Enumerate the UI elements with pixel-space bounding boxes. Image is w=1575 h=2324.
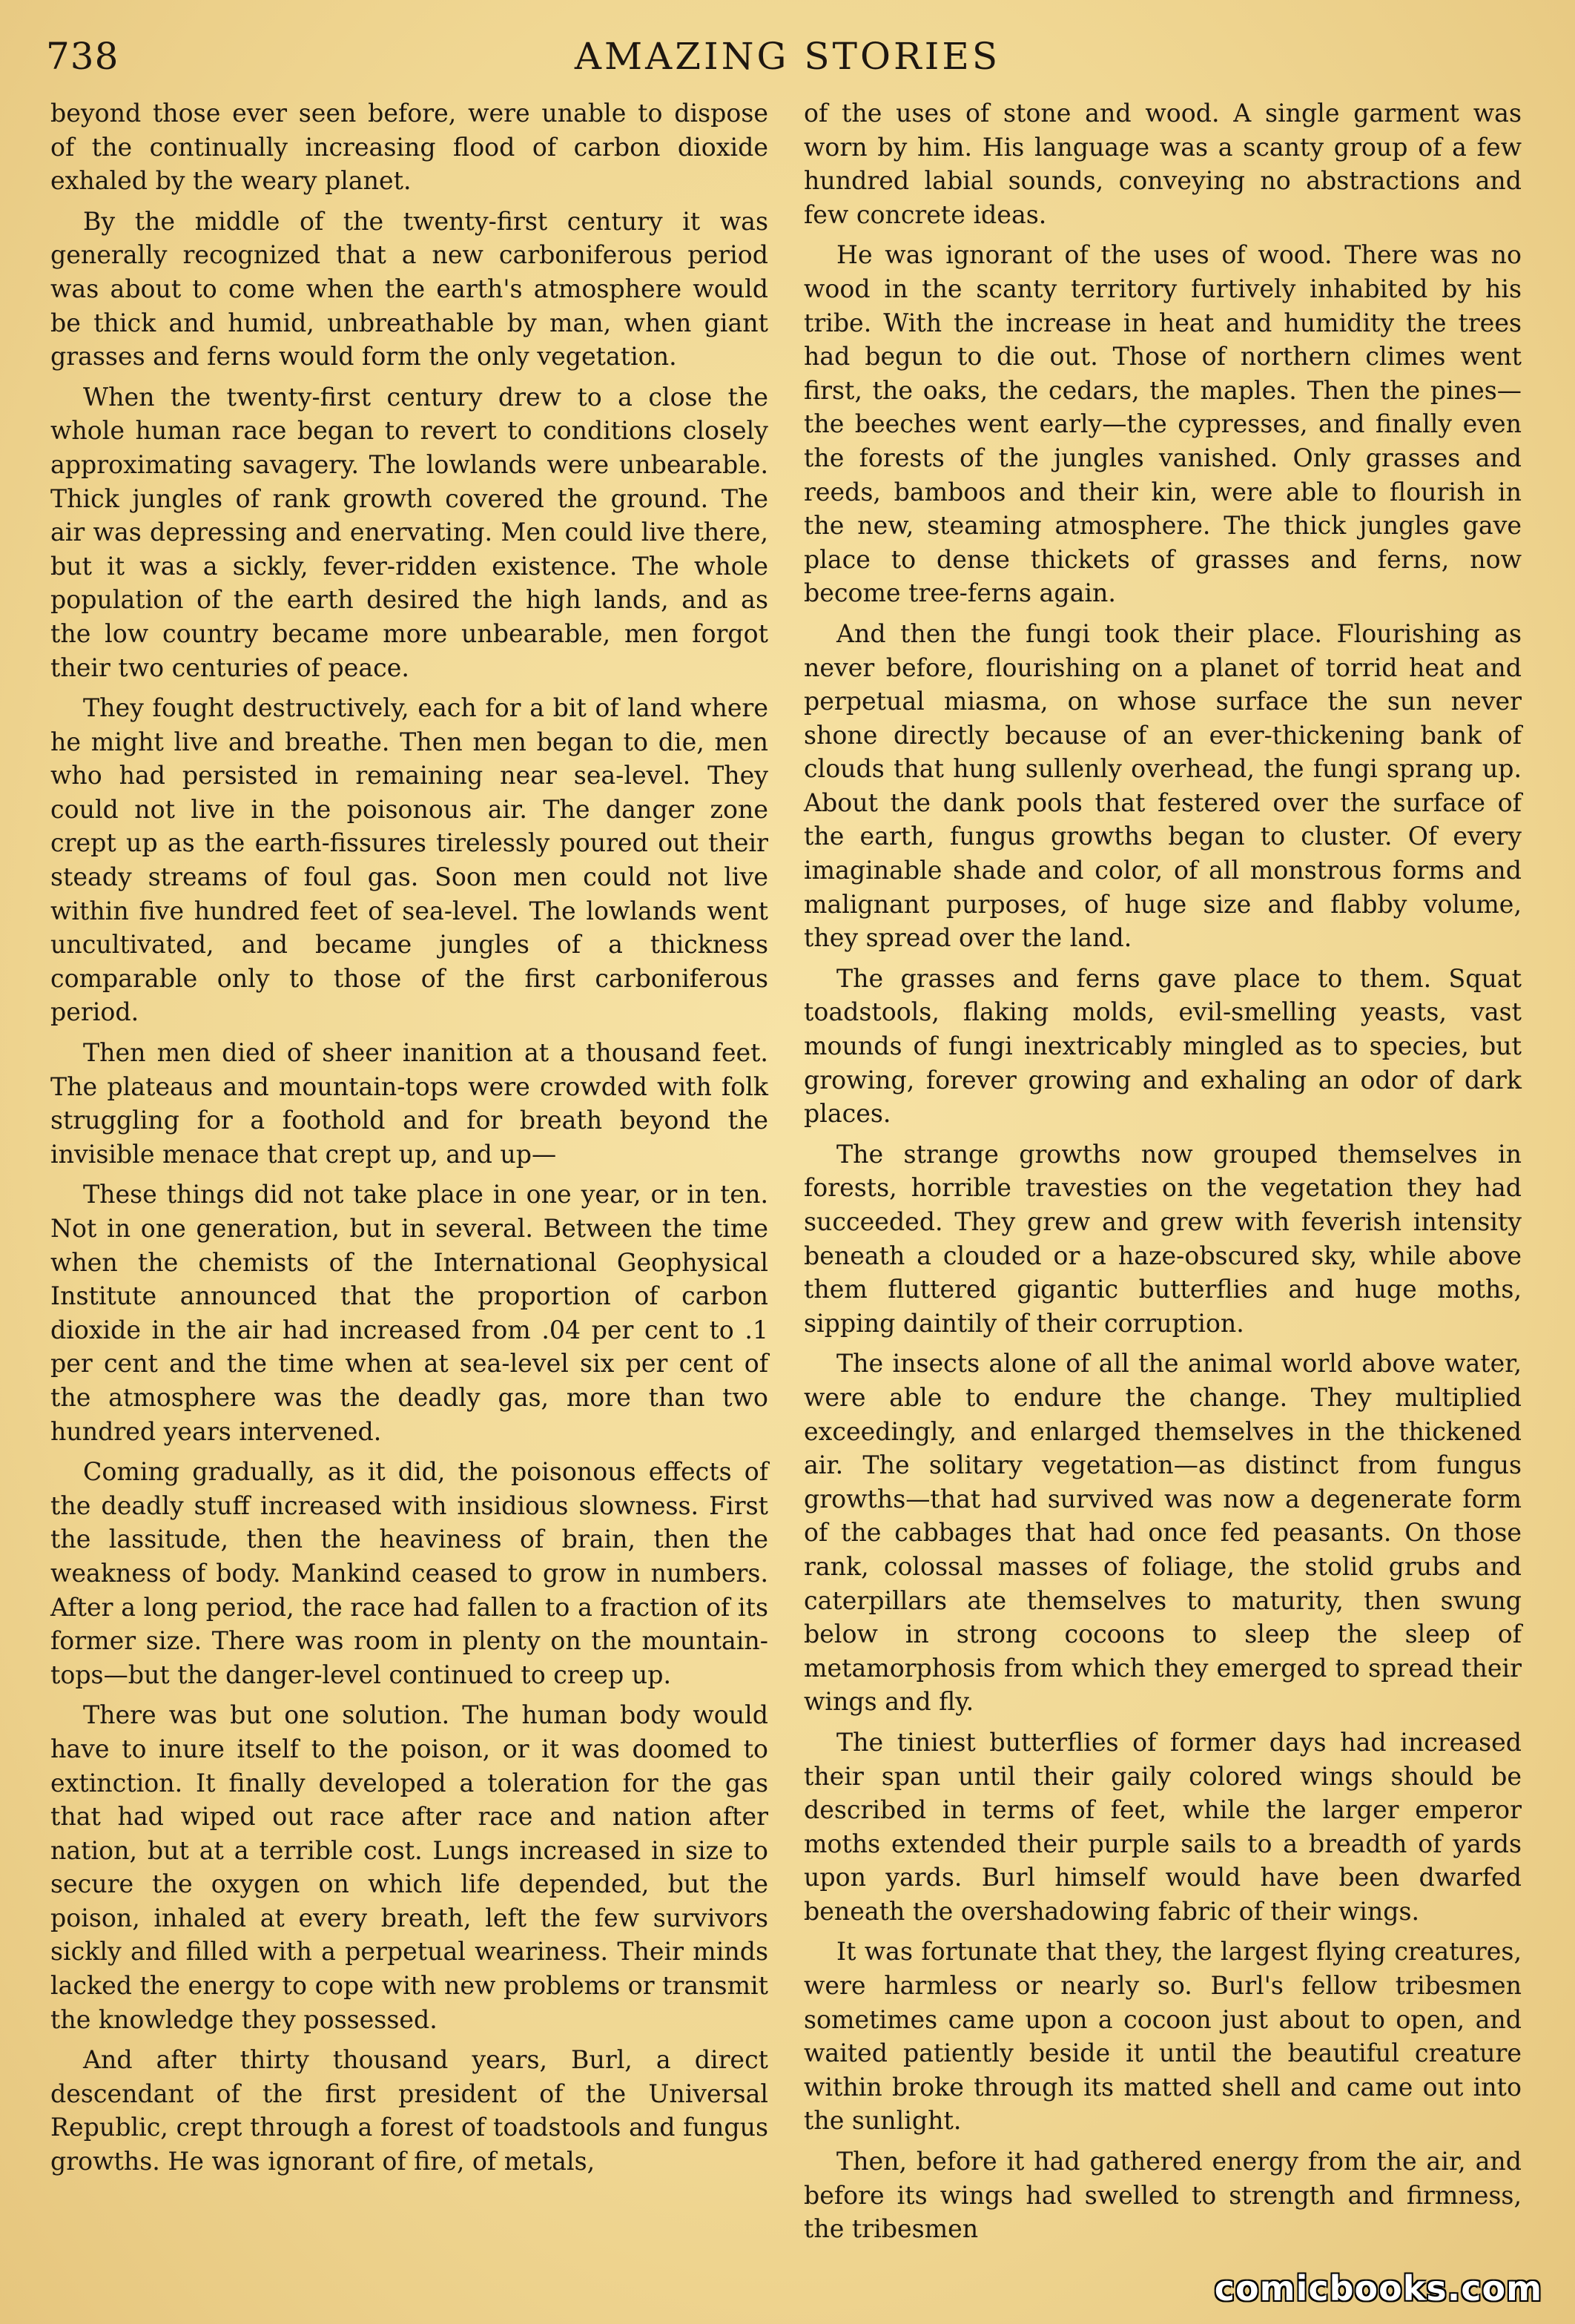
paragraph: The strange growths now grouped themselves in forests, horrible travesties on the vegetation they had succeeded. They grew and grew with feverish intensity beneath a clouded or a haze-obscured sky, while above them fluttered gigantic butterflies and huge moths, sipping daintily of their corruption.: [804, 1139, 1522, 1338]
paragraph: Then men died of sheer inanition at a thousand feet. The plateaus and mountain-tops were crowded with folk struggling for a foothold and for breath beyond the invisible menace that crept up, and up—: [50, 1038, 768, 1169]
paragraph: of the uses of stone and wood. A single garment was worn by him. His language was a scanty group of a few hundred labial sounds, conveying no abstractions and few concrete ideas.: [804, 99, 1522, 229]
running-title: AMAZING STORIES: [574, 35, 1001, 78]
page-header: [0, 34, 1575, 86]
paragraph: There was but one solution. The human body would have to inure itself to the poison, or it was doomed to extinction. It finally developed a toleration for the gas that had wiped out race after race and nation after nation, but at a terrible cost. Lungs increased in size to secure the oxygen on which life depended, but the poison, inhaled at every breath, left the few survivors sickly and filled with a perpetual weariness. Their minds lacked the energy to cope with new problems or transmit the knowledge they possessed.: [50, 1700, 768, 2034]
paragraph: The grasses and ferns gave place to them. Squat toadstools, flaking molds, evil-smelling yeasts, vast mounds of fungi inextricably mingled as to species, but growing, forever growing and exhaling an odor of dark places.: [804, 963, 1522, 1129]
left-column: [50, 96, 768, 2185]
paragraph: When the twenty-first century drew to a close the whole human race began to revert to conditions closely approximating savagery. The lowlands were unbearable. Thick jungles of rank growth covered the ground. The air was depressing and enervating. Men could live there, but it was a sickly, fever-ridden existence. The whole population of the earth desired the high lands, and as the low country became more unbearable, men forgot their two centuries of peace.: [50, 382, 768, 682]
paragraph: It was fortunate that they, the largest flying creatures, were harmless or nearly so. Burl's fellow tribesmen sometimes came upon a cocoon just about to open, and waited patiently beside it until the beautiful creature within broke through its matted shell and came out into the sunlight.: [804, 1937, 1522, 2136]
paragraph: Then, before it had gathered energy from the air, and before its wings had swelled to strength and firmness, the tribesmen: [804, 2147, 1522, 2244]
watermark: comicbooks.com: [1214, 2268, 1542, 2308]
paragraph: beyond those ever seen before, were unable to dispose of the continually increasing flood of carbon dioxide exhaled by the weary planet.: [50, 99, 768, 196]
paragraph: And then the fungi took their place. Flourishing as never before, flourishing on a planet of torrid heat and perpetual miasma, on whose surface the sun never shone directly because of an ever-thickening bank of clouds that hung sullenly overhead, the fungi sprang up. About the dank pools that festered over the surface of the earth, fungus growths began to cluster. Of every imaginable shade and color, of all monstrous forms and malignant purposes, of huge size and flabby volume, they spread over the land.: [804, 618, 1522, 953]
paragraph: These things did not take place in one year, or in ten. Not in one generation, but in several. Between the time when the chemists of the International Geophysical Institute announced that the proportion of carbon dioxide in the air had increased from .04 per cent to .1 per cent and the time when at sea-level six per cent of the atmosphere was the deadly gas, more than two hundred years intervened.: [50, 1180, 768, 1446]
paragraph: And after thirty thousand years, Burl, a direct descendant of the first president of the Universal Republic, crept through a forest of toadstools and fungus growths. He was ignorant of fire, of metals,: [50, 2045, 768, 2176]
paragraph: He was ignorant of the uses of wood. There was no wood in the scanty territory furtively inhabited by his tribe. With the increase in heat and humidity the trees had begun to die out. Those of northern climes went first, the oaks, the cedars, the maples. Then the pines—the beeches went early—the cypresses, and finally even the forests of the jungles vanished. Only grasses and reeds, bamboos and their kin, were able to flourish in the new, steaming atmosphere. The thick jungles gave place to dense thickets of grasses and ferns, now become tree-ferns again.: [804, 240, 1522, 608]
page-number: 738: [46, 35, 119, 78]
paragraph: The tiniest butterflies of former days had increased their span until their gaily colored wings should be described in terms of feet, while the larger emperor moths extended their purple sails to a breadth of yards upon yards. Burl himself would have been dwarfed beneath the overshadowing fabric of their wings.: [804, 1727, 1522, 1926]
paragraph: The insects alone of all the animal world above water, were able to endure the change. They multiplied exceedingly, and enlarged themselves in the thickened air. The solitary vegetation—as distinct from fungus growths—that had survived was now a degenerate form of the cabbages that had once fed peasants. On those rank, colossal masses of foliage, the stolid grubs and caterpillars ate themselves to maturity, then swung below in strong cocoons to sleep the sleep of metamorphosis from which they emerged to spread their wings and fly.: [804, 1349, 1522, 1717]
paragraph: They fought destructively, each for a bit of land where he might live and breathe. Then men began to die, men who had persisted in remaining near sea-level. They could not live in the poisonous air. The danger zone crept up as the earth-fissures tirelessly poured out their steady streams of foul gas. Soon men could not live within five hundred feet of sea-level. The lowlands went uncultivated, and became jungles of a thickness comparable only to those of the first carboniferous period.: [50, 693, 768, 1027]
right-column: [804, 96, 1522, 2253]
paragraph: Coming gradually, as it did, the poisonous effects of the deadly stuff increased with insidious slowness. First the lassitude, then the heaviness of brain, then the weakness of body. Mankind ceased to grow in numbers. After a long period, the race had fallen to a fraction of its former size. There was room in plenty on the mountain-tops—but the danger-level continued to creep up.: [50, 1457, 768, 1689]
paragraph: By the middle of the twenty-first century it was generally recognized that a new carboniferous period was about to come when the earth's atmosphere would be thick and humid, unbreathable by man, when giant grasses and ferns would form the only vegetation.: [50, 206, 768, 372]
